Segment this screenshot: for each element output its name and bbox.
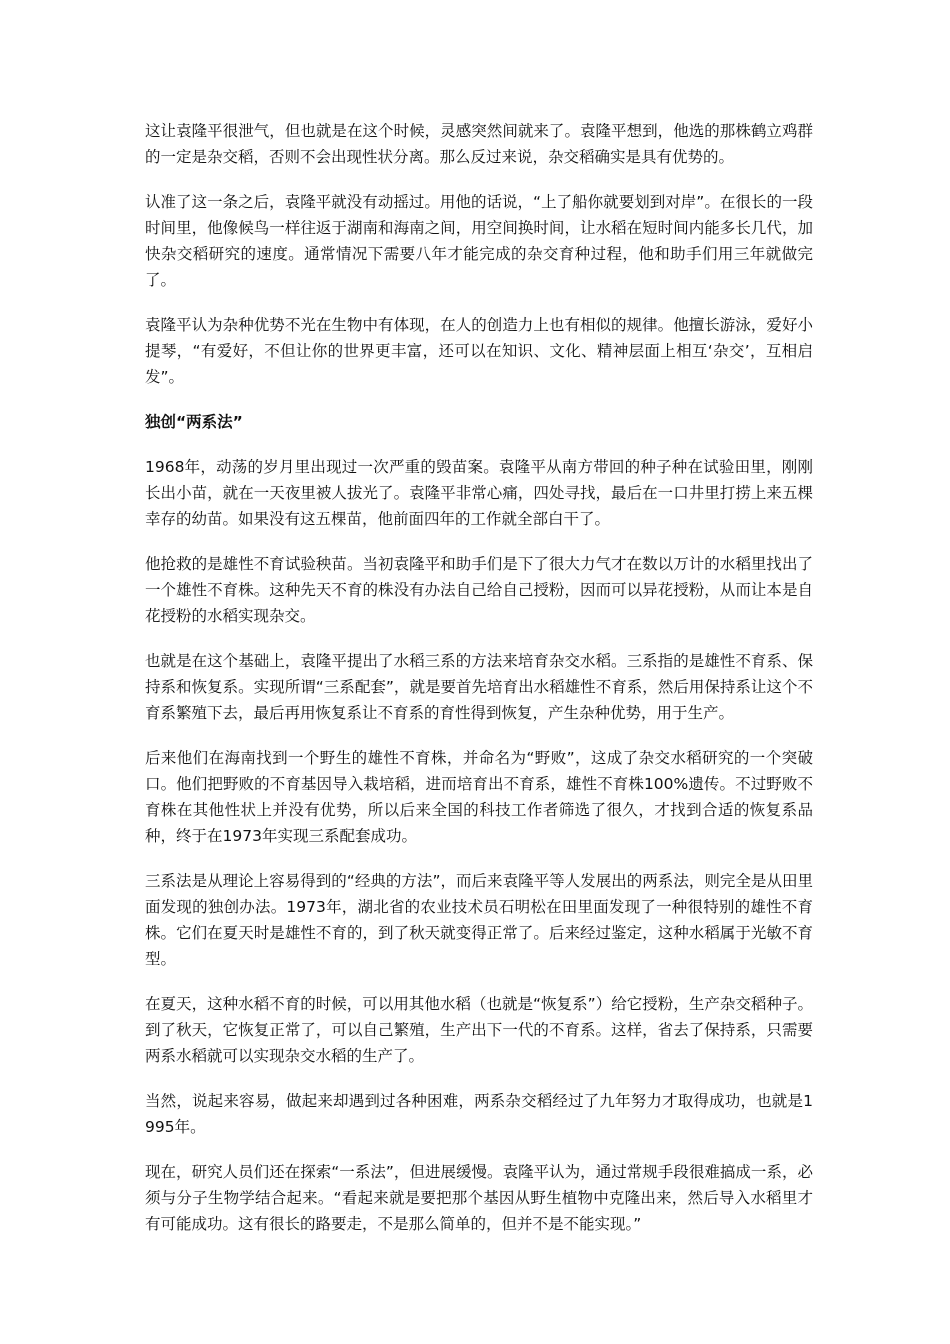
paragraph-1: 这让袁隆平很泄气，但也就是在这个时候，灵感突然间就来了。袁隆平想到，他选的那株鹤立鸡群的一定是杂交稻，否则不会出现性状分离。那么反过来说，杂交稻确实是具有优势的。 xyxy=(145,122,813,166)
paragraph-7: 后来他们在海南找到一个野生的雄性不育株，并命名为“野败”，这成了杂交水稻研究的一个突破口。他们把野败的不育基因导入栽培稻，进而培育出不育系，雄性不育株100%遗传。不过野败不育株在其他性状上并没有优势，所以后来全国的科技工作者筛选了很久，才找到合适的恢复系品种，终于在1973年实现三系配套成功。 xyxy=(145,749,813,845)
paragraph-8: 三系法是从理论上容易得到的“经典的方法”，而后来袁隆平等人发展出的两系法，则完全是从田里面发现的独创办法。1973年，湖北省的农业技术员石明松在田里面发现了一种很特别的雄性不育株。它们在夏天时是雄性不育的，到了秋天就变得正常了。后来经过鉴定，这种水稻属于光敏不育型。 xyxy=(145,872,813,968)
paragraph-2: 认准了这一条之后，袁隆平就没有动摇过。用他的话说，“上了船你就要划到对岸”。在很长的一段时间里，他像候鸟一样往返于湖南和海南之间，用空间换时间，让水稻在短时间内能多长几代，加快杂交稻研究的速度。通常情况下需要八年才能完成的杂交育种过程，他和助手们用三年就做完了。 xyxy=(145,193,813,289)
paragraph-9: 在夏天，这种水稻不育的时候，可以用其他水稻（也就是“恢复系”）给它授粉，生产杂交稻种子。到了秋天，它恢复正常了，可以自己繁殖，生产出下一代的不育系。这样，省去了保持系，只需要两系水稻就可以实现杂交水稻的生产了。 xyxy=(145,995,813,1065)
paragraph-5: 他抢救的是雄性不育试验秧苗。当初袁隆平和助手们是下了很大力气才在数以万计的水稻里找出了一个雄性不育株。这种先天不育的株没有办法自己给自己授粉，因而可以异花授粉，从而让本是自花授粉的水稻实现杂交。 xyxy=(145,555,813,625)
paragraph-11: 现在，研究人员们还在探索“一系法”，但进展缓慢。袁隆平认为，通过常规手段很难搞成一系，必须与分子生物学结合起来。“看起来就是要把那个基因从野生植物中克隆出来，然后导入水稻里才有可能成功。这有很长的路要走，不是那么简单的，但并不是不能实现。” xyxy=(145,1163,813,1233)
section-heading: 独创“两系法” xyxy=(145,413,243,431)
paragraph-3: 袁隆平认为杂种优势不光在生物中有体现，在人的创造力上也有相似的规律。他擅长游泳，爱好小提琴，“有爱好，不但让你的世界更丰富，还可以在知识、文化、精神层面上相互‘杂交’，互相启发”。 xyxy=(145,316,813,386)
paragraph-4: 1968年，动荡的岁月里出现过一次严重的毁苗案。袁隆平从南方带回的种子种在试验田里，刚刚长出小苗，就在一天夜里被人拔光了。袁隆平非常心痛，四处寻找，最后在一口井里打捞上来五棵幸存的幼苗。如果没有这五棵苗，他前面四年的工作就全部白干了。 xyxy=(145,458,813,528)
paragraph-6: 也就是在这个基础上，袁隆平提出了水稻三系的方法来培育杂交水稻。三系指的是雄性不育系、保持系和恢复系。实现所谓“三系配套”，就是要首先培育出水稻雄性不育系，然后用保持系让这个不育系繁殖下去，最后再用恢复系让不育系的育性得到恢复，产生杂种优势，用于生产。 xyxy=(145,652,813,722)
paragraph-10: 当然，说起来容易，做起来却遇到过各种困难，两系杂交稻经过了九年努力才取得成功，也就是1995年。 xyxy=(145,1092,813,1136)
document-page xyxy=(145,118,813,1256)
